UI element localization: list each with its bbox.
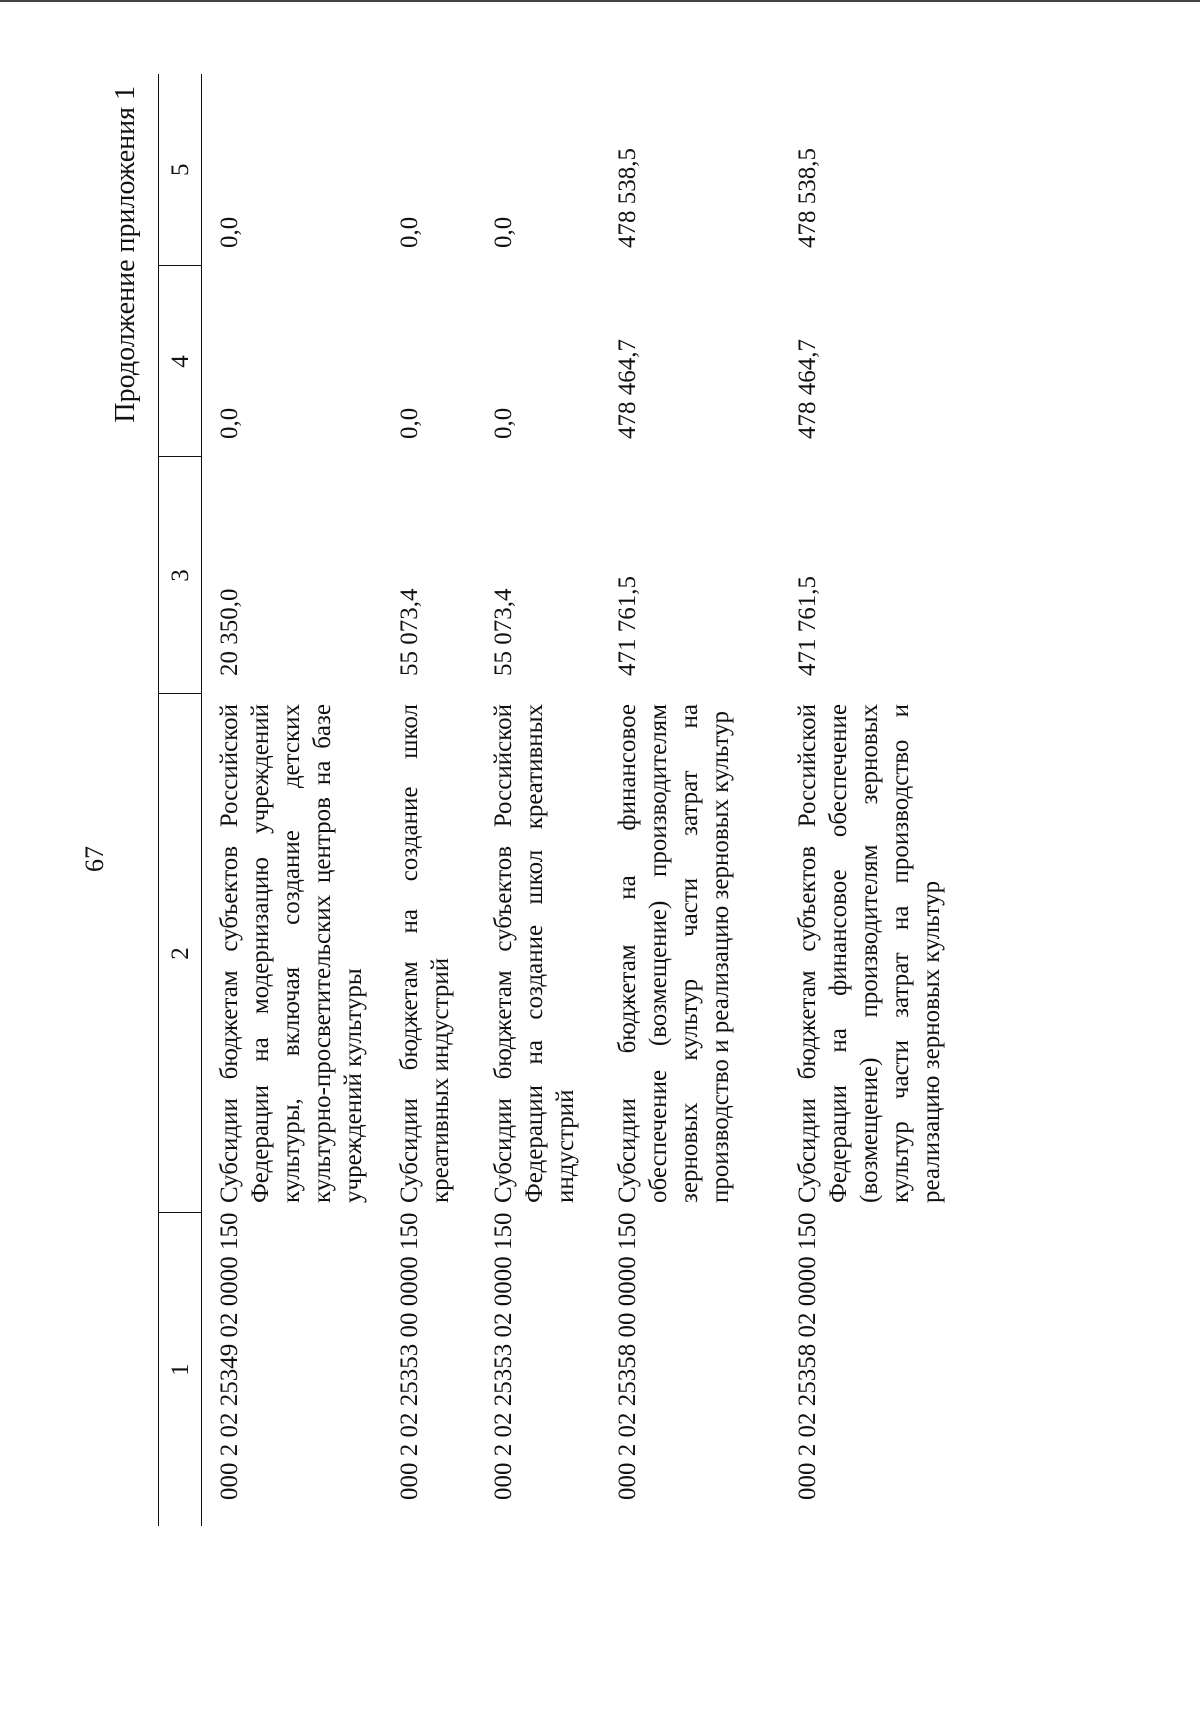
header-col-4: 4	[159, 266, 202, 457]
amount-col-3: 55 073,4	[490, 588, 517, 676]
amount-col-5: 0,0	[216, 216, 243, 248]
budget-description: Субсидии бюджетам на финансовое обеспечение (возмещение) производителям зерновых культур части затрат на производство и реализацию зерновых культур	[614, 704, 734, 1203]
amount-col-3: 20 350,0	[216, 588, 243, 676]
header-col-1: 1	[159, 1213, 202, 1526]
amount-col-5: 0,0	[490, 216, 517, 248]
amount-col-5: 478 538,5	[614, 148, 641, 248]
header-col-5: 5	[159, 74, 202, 266]
amount-col-4: 478 464,7	[614, 339, 641, 439]
header-row	[159, 74, 202, 1526]
budget-description: Субсидии бюджетам на создание школ креативных индустрий	[396, 704, 454, 1203]
amount-col-5: 478 538,5	[794, 148, 821, 248]
amount-col-4: 0,0	[396, 407, 423, 439]
amount-col-3: 471 761,5	[794, 576, 821, 676]
header-col-3: 3	[159, 457, 202, 694]
budget-table	[158, 74, 992, 1526]
table-row	[600, 74, 780, 1526]
budget-code: 000 2 02 25358 00 0000 150	[614, 1212, 641, 1500]
amount-col-3: 471 761,5	[614, 576, 641, 676]
header-col-2: 2	[159, 694, 202, 1213]
table-row	[202, 74, 383, 1526]
page-number: 67	[80, 846, 109, 872]
amount-col-3: 55 073,4	[396, 588, 423, 676]
budget-description: Субсидии бюджетам субъектов Российской Федерации на создание школ креативных индустрий	[490, 704, 579, 1203]
table-row	[780, 74, 992, 1526]
budget-code: 000 2 02 25349 02 0000 150	[216, 1212, 243, 1500]
table-row	[382, 74, 476, 1526]
budget-description: Субсидии бюджетам субъектов Российской Федерации на финансовое обеспечение (возмещение) производителям зерновых культур части затрат на производство и реализацию зерновых культур	[794, 704, 945, 1203]
budget-code: 000 2 02 25353 02 0000 150	[490, 1212, 517, 1500]
amount-col-4: 0,0	[490, 407, 517, 439]
budget-description: Субсидии бюджетам субъектов Российской Федерации на модернизацию учреждений культуры, включая создание детских культурно-просветительских центров на базе учреждений культуры	[216, 704, 367, 1203]
continuation-label: Продолжение приложения 1	[110, 86, 141, 423]
amount-col-4: 478 464,7	[794, 339, 821, 439]
budget-code: 000 2 02 25353 00 0000 150	[396, 1212, 423, 1500]
table-row	[476, 74, 600, 1526]
amount-col-4: 0,0	[216, 407, 243, 439]
amount-col-5: 0,0	[396, 216, 423, 248]
budget-code: 000 2 02 25358 02 0000 150	[794, 1212, 821, 1500]
